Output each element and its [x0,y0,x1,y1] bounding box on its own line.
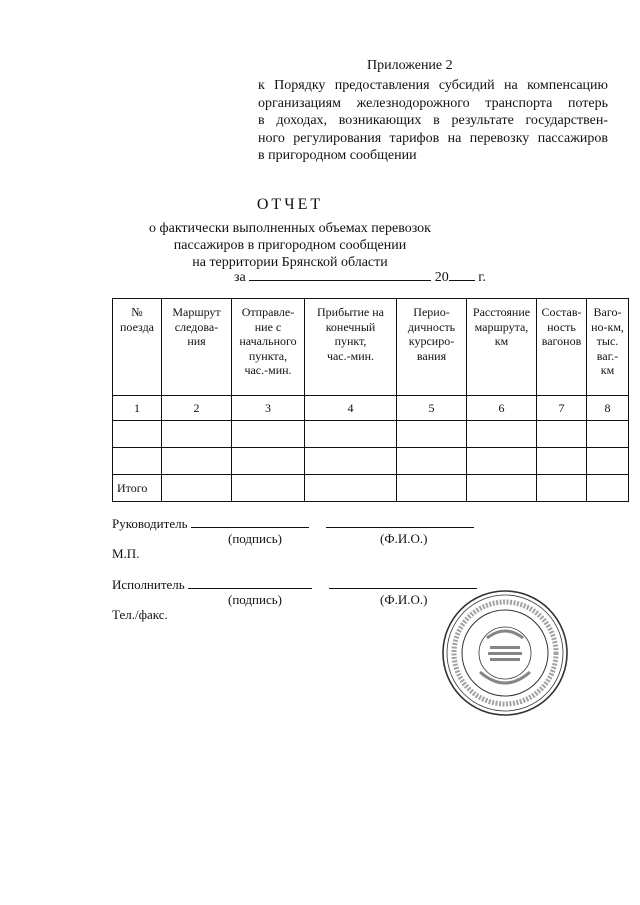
table-cell[interactable] [537,448,587,475]
report-title: ОТЧЕТ [256,196,324,213]
table-cell[interactable] [397,475,467,502]
executor-signature-line[interactable] [188,577,312,589]
table-cell[interactable] [232,448,305,475]
name-caption: (Ф.И.О.) [380,531,428,546]
report-subtitle [0,220,610,271]
executor-signature-row [112,577,477,593]
header-cell: Перио- дичность курсиро- вания [397,299,467,396]
header-row [113,299,629,396]
table-cell[interactable] [113,448,162,475]
report-subtitle-line: на территории Брянской области [192,255,388,270]
table-cell[interactable] [537,421,587,448]
name-caption: (Ф.И.О.) [380,592,428,607]
header-cell: Расстояние маршрута, км [467,299,537,396]
appendix-title: Приложение 2 [367,58,453,73]
signature-caption: (подпись) [228,531,282,546]
table-cell[interactable] [587,475,629,502]
table-cell[interactable] [305,475,397,502]
table-cell[interactable] [305,421,397,448]
period-year: 20 [434,270,449,285]
table-cell[interactable] [587,421,629,448]
head-label: Руководитель [112,516,188,531]
table-cell[interactable] [397,448,467,475]
table-cell[interactable] [113,421,162,448]
table-cell[interactable] [305,448,397,475]
appendix-line: к Порядку предоставления субсидий на компенсацию [258,78,608,93]
period-blank[interactable] [249,268,431,281]
header-cell: Прибытие на конечный пункт, час.-мин. [305,299,397,396]
year-blank[interactable] [449,268,475,281]
column-number-row [113,396,629,421]
table-cell[interactable] [162,475,232,502]
appendix-text [258,77,608,165]
appendix-line: в доходах, возникающих в результате государствен- [258,113,608,128]
column-number: 3 [232,396,305,421]
column-number: 2 [162,396,232,421]
table-cell[interactable] [467,475,537,502]
column-number: 7 [537,396,587,421]
total-label: Итого [113,475,162,502]
header-cell: Состав- ность вагонов [537,299,587,396]
column-number: 8 [587,396,629,421]
report-subtitle-line: о фактически выполненных объемах перевозок [149,221,431,236]
column-number: 5 [397,396,467,421]
signature-caption: (подпись) [228,592,282,607]
header-cell: Маршрут следова- ния [162,299,232,396]
table-cell[interactable] [587,448,629,475]
appendix-line: ного регулирования тарифов на перевозку пассажиров [258,130,608,146]
period-suffix: г. [478,270,486,285]
table-cell[interactable] [537,475,587,502]
stamp-icon [440,588,570,718]
report-table [112,298,629,502]
table-cell[interactable] [232,421,305,448]
table-cell[interactable] [397,421,467,448]
appendix-line: в пригородном сообщении [258,148,417,163]
table-cell[interactable] [467,448,537,475]
column-number: 4 [305,396,397,421]
header-cell: Ваго- но-км, тыс. ваг.- км [587,299,629,396]
table-row [113,448,629,475]
period-prefix: за [234,270,246,285]
head-signature-line[interactable] [191,516,309,528]
header-cell: Отправле- ние с начального пункта, час.-мин. [232,299,305,396]
header-cell: № поезда [113,299,162,396]
seal-label: М.П. [112,546,140,561]
table-row [113,421,629,448]
report-subtitle-line: пассажиров в пригородном сообщении [173,238,407,253]
column-number: 6 [467,396,537,421]
table-cell[interactable] [162,448,232,475]
head-signature-row [112,516,474,532]
report-period [234,268,486,286]
executor-label: Исполнитель [112,577,185,592]
table-cell[interactable] [232,475,305,502]
head-name-line[interactable] [326,516,474,528]
phone-label: Тел./факс. [112,607,168,622]
total-row [113,475,629,502]
table-cell[interactable] [467,421,537,448]
table-cell[interactable] [162,421,232,448]
appendix-line: организациям железнодорожного транспорта потерь [258,95,608,111]
column-number: 1 [113,396,162,421]
